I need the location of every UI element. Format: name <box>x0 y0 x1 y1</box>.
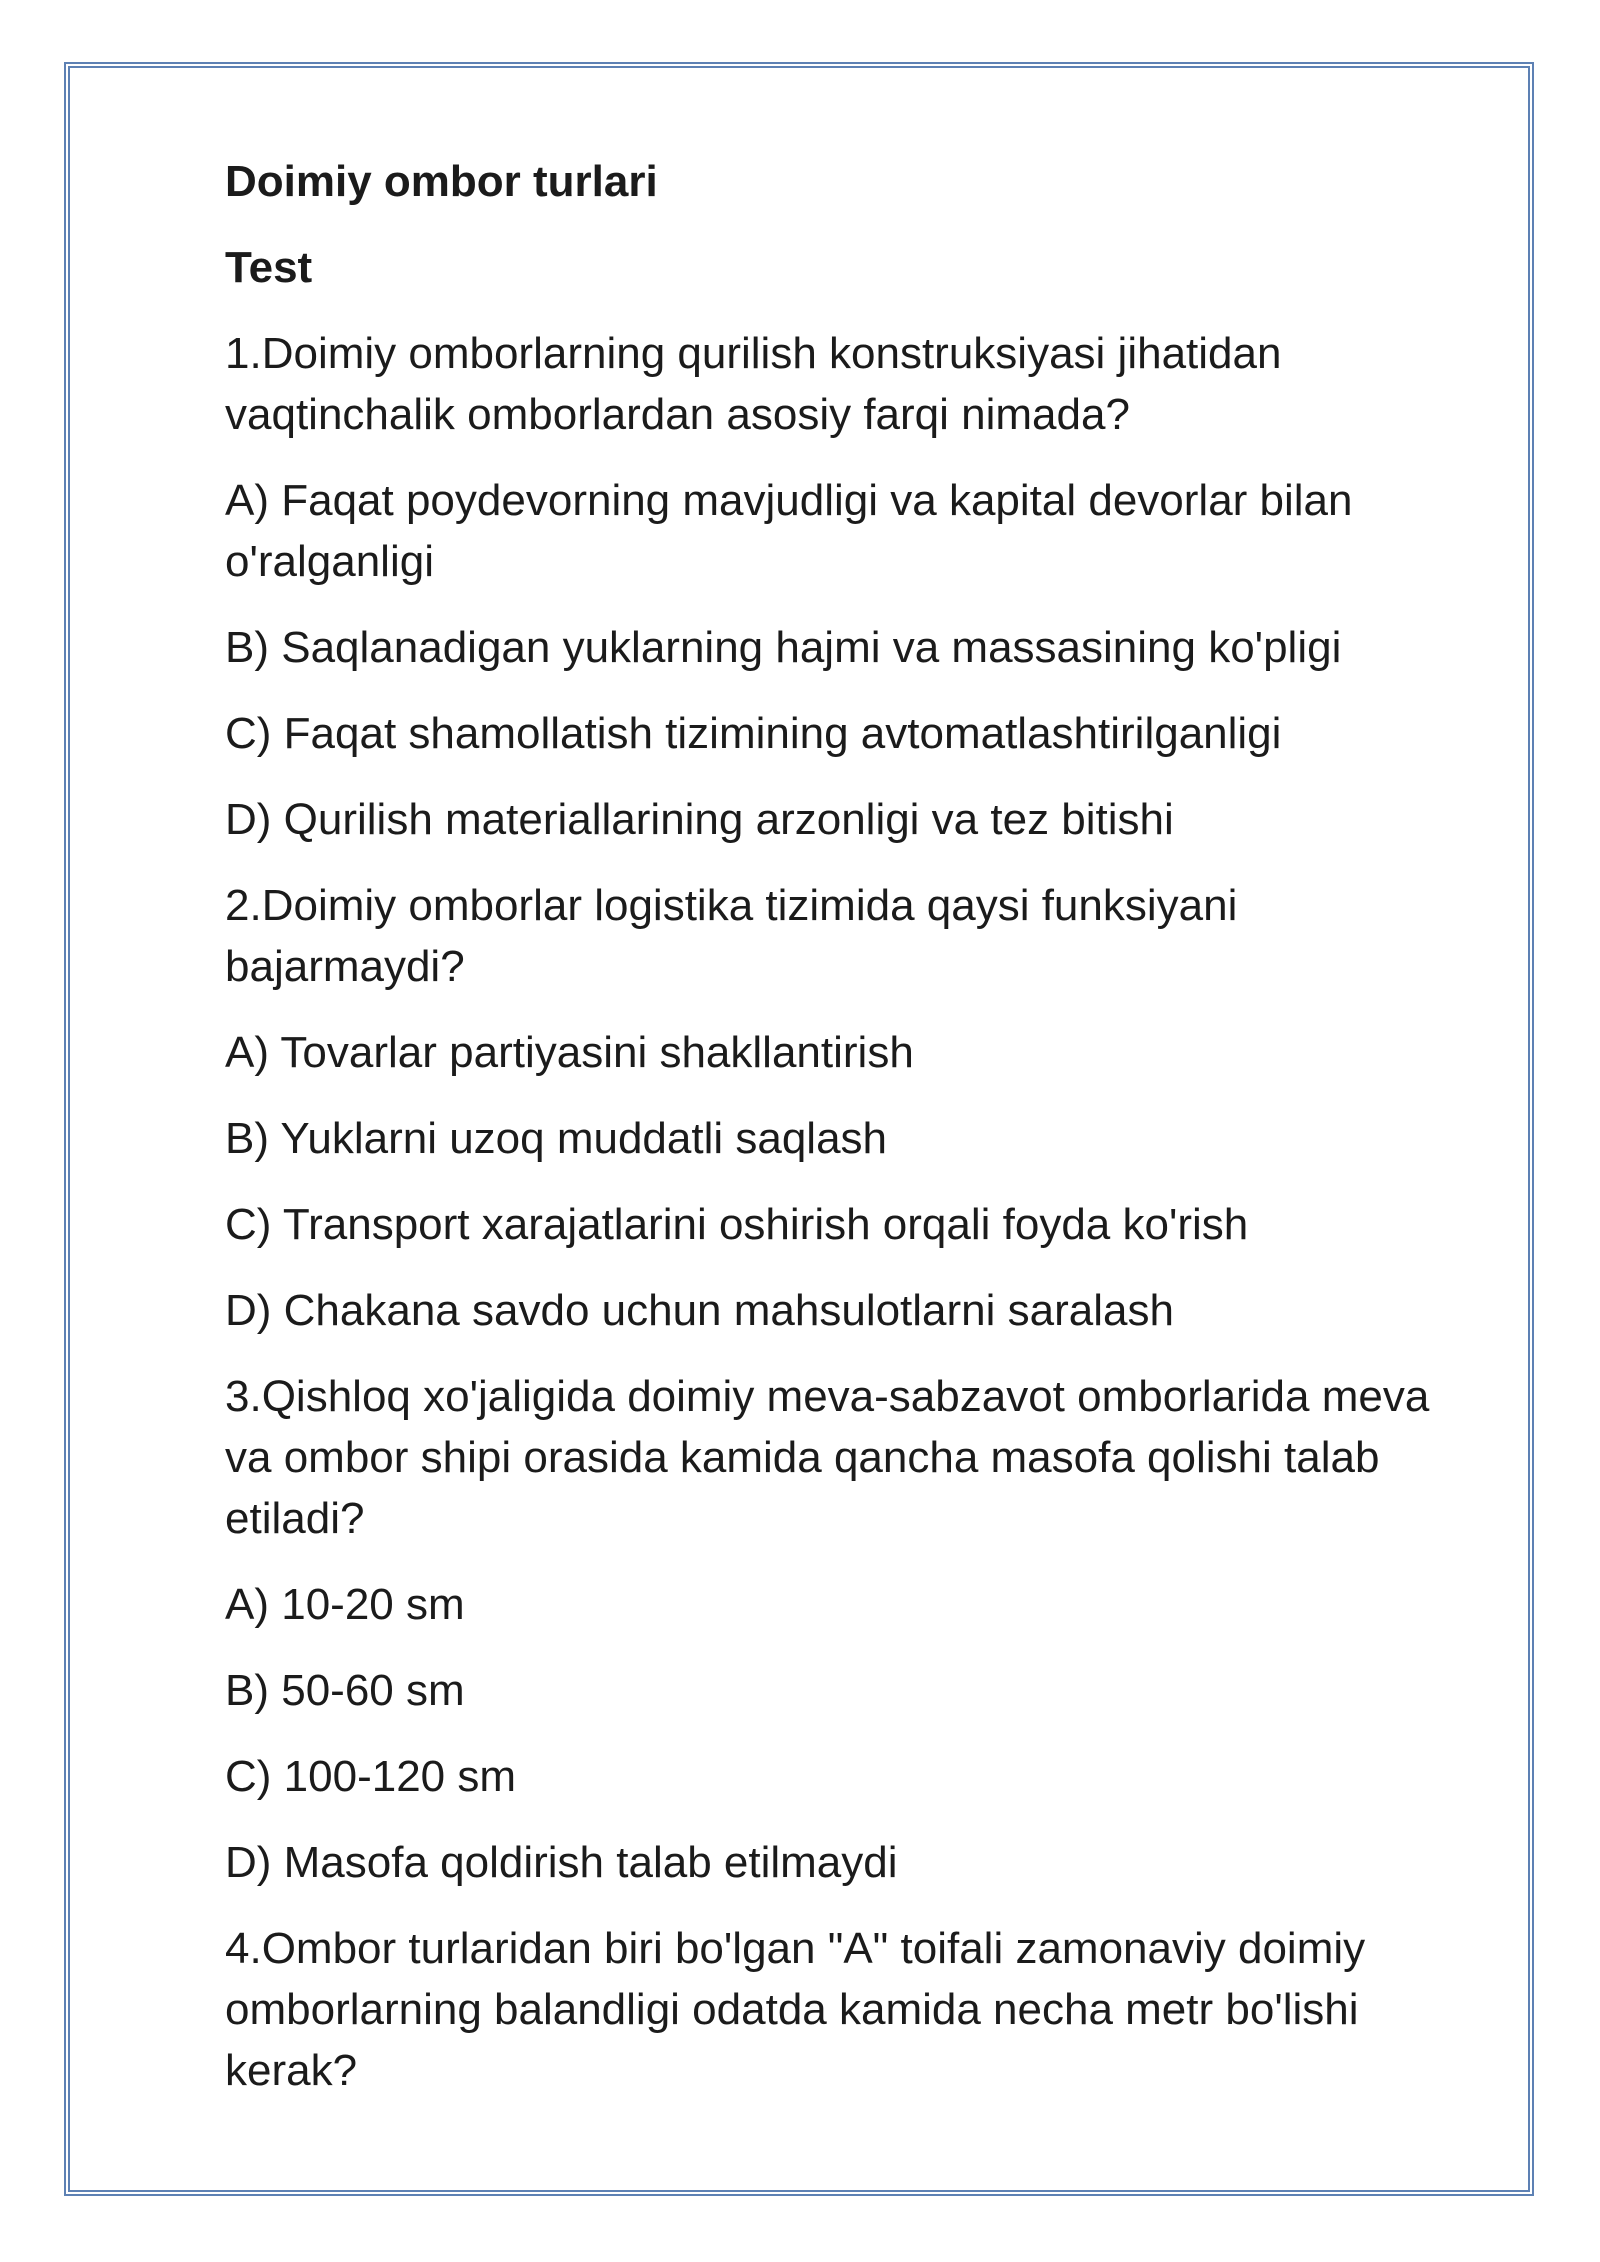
question-2-option-d: D) Chakana savdo uchun mahsulotlarni saralash <box>225 1286 1174 1335</box>
page-border <box>64 62 1534 2196</box>
question-3-option-d: D) Masofa qoldirish talab etilmaydi <box>225 1838 898 1887</box>
question-1-option-c: C) Faqat shamollatish tizimining avtomatlashtirilganligi <box>225 709 1282 758</box>
document-content <box>70 68 1528 2101</box>
question-1-option-d: D) Qurilish materiallarining arzonligi va tez bitishi <box>225 795 1174 844</box>
question-2-option-a: A) Tovarlar partiyasini shakllantirish <box>225 1028 914 1077</box>
question-1-text: 1.Doimiy omborlarning qurilish konstruksiyasi jihatidan vaqtinchalik omborlardan asosiy farqi nimada? <box>225 329 1282 439</box>
question-1-option-a: A) Faqat poydevorning mavjudligi va kapital devorlar bilan o'ralganligi <box>225 476 1353 586</box>
question-3-option-b: B) 50-60 sm <box>225 1666 465 1715</box>
question-2-option-c: C) Transport xarajatlarini oshirish orqali foyda ko'rish <box>225 1200 1249 1249</box>
question-3-option-c: C) 100-120 sm <box>225 1752 517 1801</box>
document-title: Doimiy ombor turlari <box>225 157 658 206</box>
question-3-text: 3.Qishloq xo'jaligida doimiy meva-sabzavot omborlarida meva va ombor shipi orasida kamida qancha masofa qolishi talab etiladi? <box>225 1372 1430 1543</box>
section-heading: Test <box>225 243 313 292</box>
question-4-text: 4.Ombor turlaridan biri bo'lgan "A" toifali zamonaviy doimiy omborlarning balandligi odatda kamida necha metr bo'lishi kerak? <box>225 1924 1366 2095</box>
question-2-option-b: B) Yuklarni uzoq muddatli saqlash <box>225 1114 888 1163</box>
question-1-option-b: B) Saqlanadigan yuklarning hajmi va massasining ko'pligi <box>225 623 1342 672</box>
question-3-option-a: A) 10-20 sm <box>225 1580 465 1629</box>
question-2-text: 2.Doimiy omborlar logistika tizimida qaysi funksiyani bajarmaydi? <box>225 881 1238 991</box>
